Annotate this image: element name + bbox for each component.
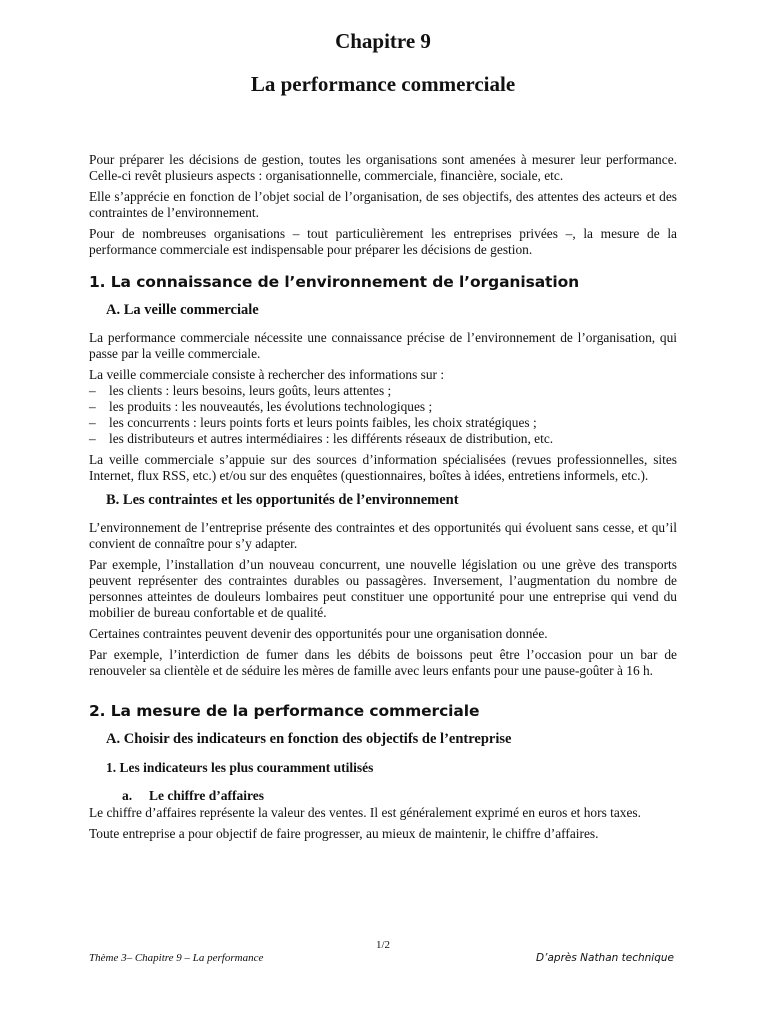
chapter-number: Chapitre 9 [335, 29, 431, 53]
section-1-heading: 1. La connaissance de l’environnement de l’organisation [89, 273, 580, 291]
watch-list [89, 383, 677, 447]
section-1b-heading: B. Les contraintes et les opportunités de l’environnement [106, 492, 459, 508]
footer-right: D’après Nathan technique [536, 952, 674, 964]
section-2-heading: 2. La mesure de la performance commerciale [89, 702, 480, 720]
section-1b-paragraph-4: Par exemple, l’interdiction de fumer dans les débits de boissons peut être l’occasion pour un bar de renouveler sa clientèle et de séduire les mères de famille avec leurs enfants pour une pause-goûter à 16 h. [89, 647, 677, 678]
section-1a-paragraph-2: La veille commerciale consiste à rechercher des informations sur : [89, 367, 445, 382]
section-1b-paragraph-3: Certaines contraintes peuvent devenir des opportunités pour une organisation donnée. [89, 626, 548, 641]
section-1b-paragraph-1: L’environnement de l’entreprise présente des contraintes et des opportunités qui évoluent sans cesse, et qu’il convient de connaître pour s’y adapter. [89, 520, 677, 551]
list-item: – les concurrents : leurs points forts et leurs points faibles, les choix stratégiques ; [89, 415, 677, 431]
intro-paragraph-2: Elle s’apprécie en fonction de l’objet social de l’organisation, de ses objectifs, des attentes des acteurs et des contraintes de l’environnement. [89, 189, 677, 220]
section-1b-paragraph-2: Par exemple, l’installation d’un nouveau concurrent, une nouvelle législation ou une grève des transports peuvent représenter des contraintes durables ou passagères. Inversement, l’augmentation du nombre de personnes atteintes de douleurs lombaires peut constituer une opportunité pour une entreprise qui vend du mobilier de bureau confortable et de qualité. [89, 557, 677, 620]
section-2a1a-paragraph-2: Toute entreprise a pour objectif de faire progresser, au mieux de maintenir, le chiffre d’affaires. [89, 826, 599, 841]
section-2a1-heading: 1. Les indicateurs les plus couramment utilisés [106, 760, 374, 775]
section-1a-paragraph-3: La veille commerciale s’appuie sur des sources d’information spécialisées (revues professionnelles, sites Internet, flux RSS, etc.) et/ou sur des enquêtes (questionnaires, boîtes à idées, entretiens informels, etc.). [89, 452, 677, 483]
section-2a1a-heading [122, 787, 677, 805]
list-item: – les produits : les nouveautés, les évolutions technologiques ; [89, 399, 677, 415]
subsection-label: a. [122, 788, 133, 803]
page-number: 1/2 [375, 939, 391, 951]
intro-paragraph-1: Pour préparer les décisions de gestion, toutes les organisations sont amenées à mesurer leur performance. Celle-ci revêt plusieurs aspects : organisationnelle, commerciale, financière, sociale, etc. [89, 152, 677, 183]
list-item: – les distributeurs et autres intermédiaires : les différents réseaux de distribution, etc. [89, 431, 677, 447]
section-1a-paragraph-1: La performance commerciale nécessite une connaissance précise de l’environnement de l’organisation, qui passe par la veille commerciale. [89, 330, 677, 361]
intro-paragraph-3: Pour de nombreuses organisations – tout particulièrement les entreprises privées –, la mesure de la performance commerciale est indispensable pour préparer les décisions de gestion. [89, 226, 677, 257]
list-item: – les clients : leurs besoins, leurs goûts, leurs attentes ; [89, 383, 677, 399]
subsection-title: Le chiffre d’affaires [149, 788, 264, 803]
section-2a-heading: A. Choisir des indicateurs en fonction des objectifs de l’entreprise [106, 731, 512, 747]
chapter-title: La performance commerciale [250, 72, 516, 96]
section-1a-heading: A. La veille commerciale [106, 302, 259, 318]
document-body [89, 152, 677, 847]
footer-left: Thème 3– Chapitre 9 – La performance [89, 952, 264, 964]
section-2a1a-paragraph-1: Le chiffre d’affaires représente la valeur des ventes. Il est généralement exprimé en euros et hors taxes. [89, 805, 641, 820]
